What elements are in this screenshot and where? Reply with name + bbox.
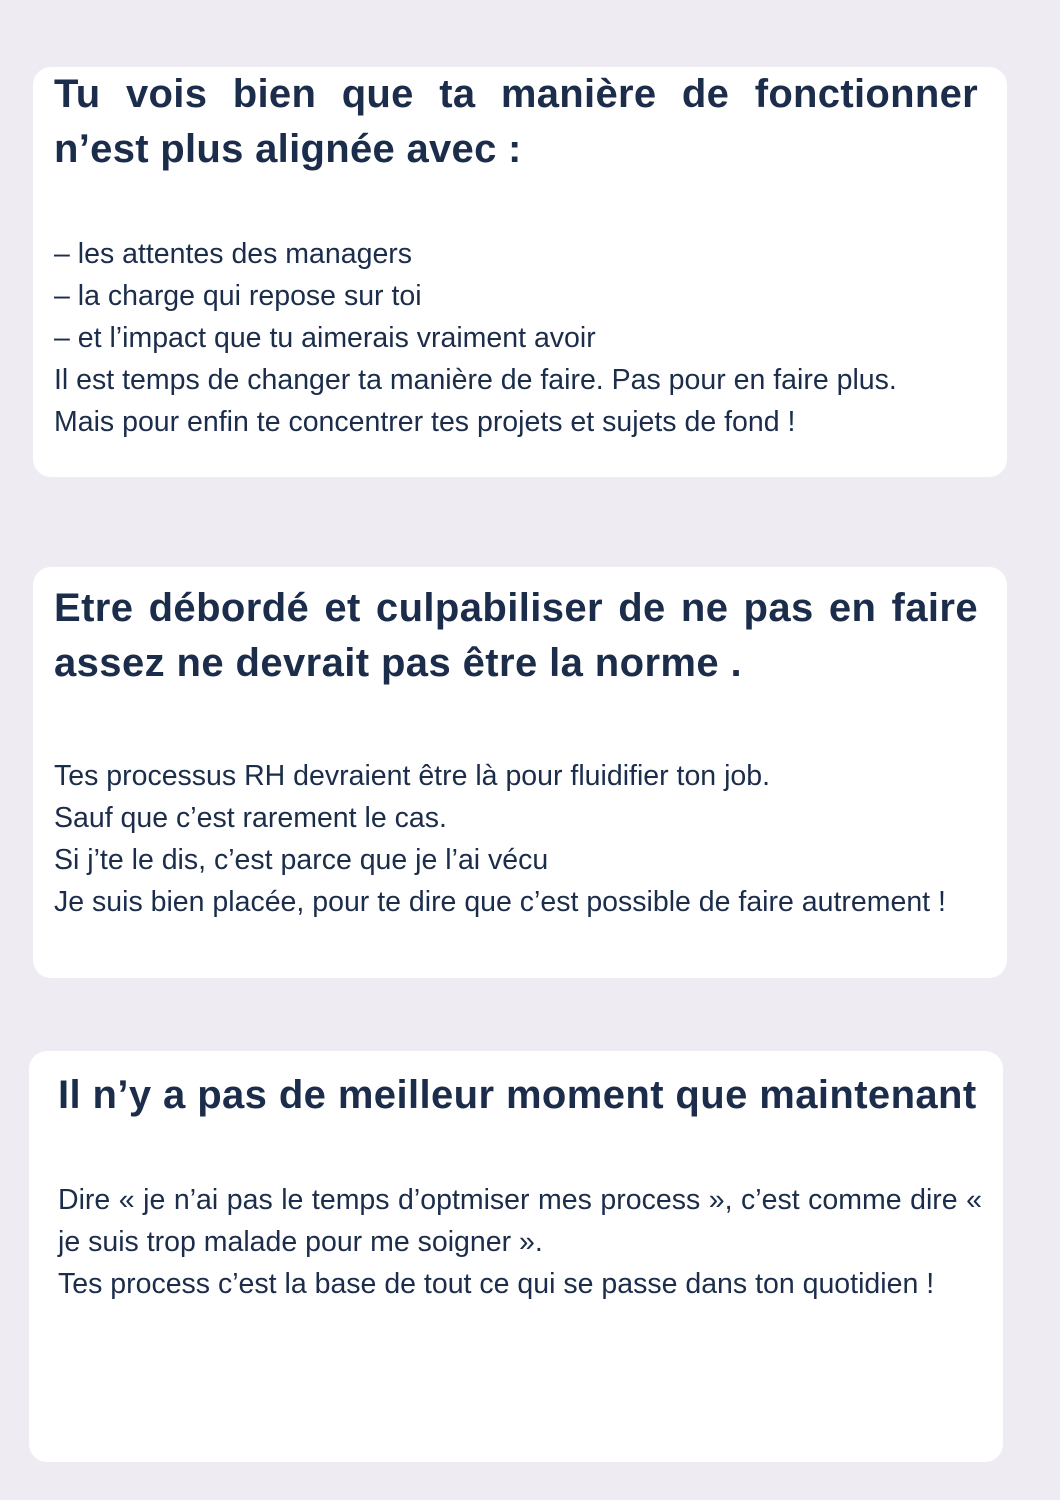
list-item: – et l’impact que tu aimerais vraiment avoir: [54, 322, 596, 354]
card-heading: Tu vois bien que ta manière de fonctionner n’est plus alignée avec :: [54, 72, 978, 171]
body-closing: Mais pour enfin te concentrer tes projets et sujets de fond !: [54, 406, 796, 438]
card-timing: [29, 1051, 1003, 1462]
body-paragraph: Tes process c’est la base de tout ce qui se passe dans ton quotidien !: [58, 1268, 935, 1300]
body-line: Tes processus RH devraient être là pour fluidifier ton job.: [54, 760, 771, 792]
body-paragraph: Dire « je n’ai pas le temps d’optmiser mes process », c’est comme dire « je suis trop malade pour me soigner ».: [58, 1184, 982, 1258]
card-overwhelmed: [33, 567, 1007, 978]
list-item: – les attentes des managers: [54, 238, 413, 270]
card-body: [54, 233, 978, 443]
body-line: Sauf que c’est rarement le cas.: [54, 802, 447, 834]
card-body: [54, 755, 978, 923]
body-paragraph: Je suis bien placée, pour te dire que c’est possible de faire autrement !: [54, 886, 946, 918]
card-body: [58, 1179, 982, 1305]
card-heading: Etre débordé et culpabiliser de ne pas en faire assez ne devrait pas être la norme .: [54, 586, 978, 685]
card-alignment: [33, 67, 1007, 477]
list-item: – la charge qui repose sur toi: [54, 280, 422, 312]
body-paragraph: Il est temps de changer ta manière de faire. Pas pour en faire plus.: [54, 364, 897, 396]
card-heading: Il n’y a pas de meilleur moment que maintenant: [58, 1073, 977, 1117]
body-line: Si j’te le dis, c’est parce que je l’ai vécu: [54, 844, 549, 876]
